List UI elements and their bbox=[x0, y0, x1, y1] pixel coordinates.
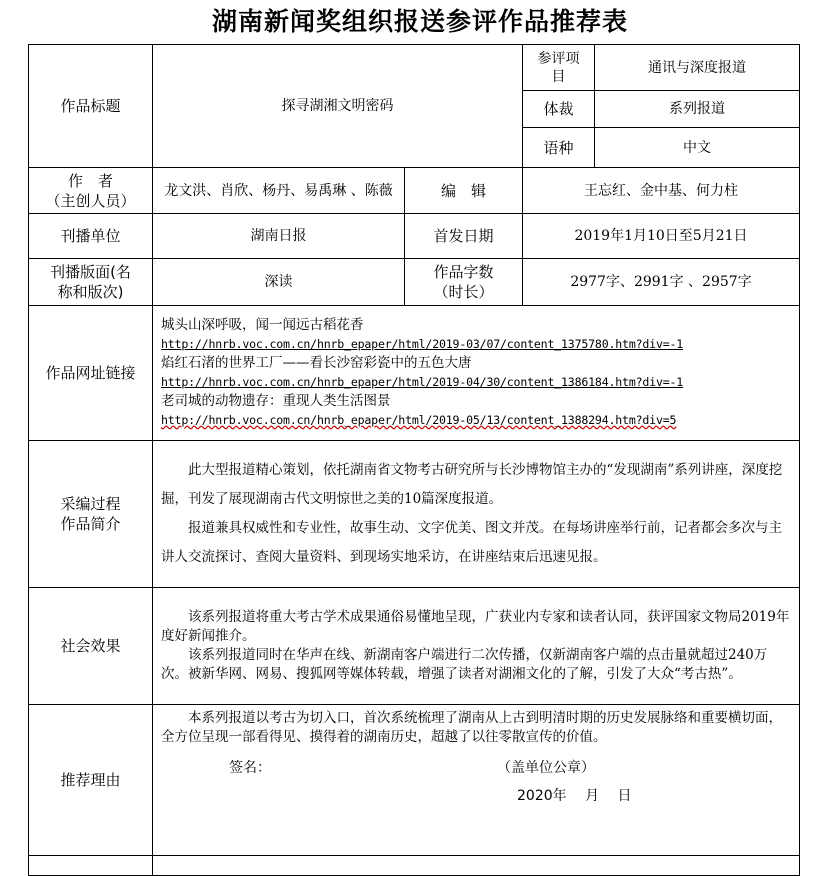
language-label: 语种 bbox=[523, 128, 595, 168]
link-title: 城头山深呼吸，闻一闻远古稻花香 bbox=[161, 317, 364, 333]
effect-label: 社会效果 bbox=[29, 588, 153, 705]
category-value: 通讯与深度报道 bbox=[595, 45, 800, 91]
links-label: 作品网址链接 bbox=[29, 306, 153, 441]
empty-cell bbox=[29, 856, 153, 876]
effect-paragraph: 该系列报道同时在华声在线、新湖南客户端进行二次传播，仅新湖南客户端的点击量就超过240万次。被新华网、网易、搜狐网等媒体转载，增强了读者对湖湘文化的了解，引发了大众“考古热”。 bbox=[161, 647, 768, 682]
link-title: 焰红石渚的世界工厂——看长沙窑彩瓷中的五色大唐 bbox=[161, 355, 472, 371]
editor-label: 编 辑 bbox=[405, 168, 523, 214]
page-label-2: 称和版次) bbox=[57, 283, 124, 301]
empty-cell bbox=[153, 856, 800, 876]
effect-cell bbox=[153, 588, 800, 705]
author-label-1: 作 者 bbox=[67, 171, 113, 190]
publisher-label: 刊播单位 bbox=[29, 214, 153, 259]
author-label-2: （主创人员） bbox=[45, 191, 136, 210]
links-cell bbox=[153, 306, 800, 441]
process-label bbox=[29, 441, 153, 588]
process-label-1: 采编过程 bbox=[60, 495, 121, 513]
page-title: 湖南新闻奖组织报送参评作品推荐表 bbox=[211, 7, 628, 36]
work-title-label: 作品标题 bbox=[29, 45, 153, 168]
first-date-label: 首发日期 bbox=[405, 214, 523, 259]
effect-paragraph: 该系列报道将重大考古学术成果通俗易懂地呈现，广获业内专家和读者认同，获评国家文物局2019年度好新闻推介。 bbox=[161, 609, 790, 644]
page-value: 深读 bbox=[153, 259, 405, 306]
category-label: 参评项目 bbox=[523, 45, 595, 91]
process-cell bbox=[153, 441, 800, 588]
reason-label: 推荐理由 bbox=[29, 705, 153, 856]
language-value: 中文 bbox=[595, 128, 800, 168]
process-paragraph: 此大型报道精心策划，依托湖南省文物考古研究所与长沙博物馆主办的“发现湖南”系列讲座，深度挖掘，刊发了展现湖南古代文明惊世之美的10篇深度报道。 bbox=[161, 462, 783, 507]
process-paragraph: 报道兼具权威性和专业性，故事生动、文字优美、图文并茂。在每场讲座举行前，记者都会多次与主讲人交流探讨、查阅大量资料、到现场实地采访，在讲座结束后迅速见报。 bbox=[161, 520, 782, 565]
work-title-value: 探寻湖湘文明密码 bbox=[153, 45, 523, 168]
editors-value: 王忘红、金中基、何力柱 bbox=[523, 168, 800, 214]
genre-value: 系列报道 bbox=[595, 91, 800, 128]
genre-label: 体裁 bbox=[523, 91, 595, 128]
signature-label: 签名： bbox=[229, 760, 271, 776]
reason-paragraph: 本系列报道以考古为切入口，首次系统梳理了湖南从上古到明清时期的历史发展脉络和重要横切面，全方位呈现一部看得见、摸得着的湖南历史，超越了以往零散宣传的价值。 bbox=[161, 710, 782, 745]
link-url[interactable]: http://hnrb.voc.com.cn/hnrb_epaper/html/2019-03/07/content_1375780.htm?div=-1 bbox=[161, 337, 684, 351]
link-url[interactable]: http://hnrb.voc.com.cn/hnrb_epaper/html/2019-04/30/content_1386184.htm?div=-1 bbox=[161, 375, 684, 389]
seal-label: （盖单位公章） bbox=[497, 760, 595, 776]
publisher-value: 湖南日报 bbox=[153, 214, 405, 259]
author-label bbox=[29, 168, 153, 214]
authors-value: 龙文洪、肖欣、杨丹、易禹琳 、陈薇 bbox=[153, 168, 405, 214]
process-label-2: 作品简介 bbox=[60, 515, 121, 533]
page-label-1: 刊播版面(名 bbox=[50, 263, 131, 281]
page-label bbox=[29, 259, 153, 306]
reason-cell bbox=[153, 705, 800, 856]
recommendation-form bbox=[28, 44, 800, 876]
first-date-value: 2019年1月10日至5月21日 bbox=[523, 214, 800, 259]
wordcount-label-1: 作品字数 bbox=[433, 263, 494, 281]
wordcount-label bbox=[405, 259, 523, 306]
wordcount-value: 2977字、2991字 、2957字 bbox=[523, 259, 800, 306]
link-title: 老司城的动物遗存：重现人类生活图景 bbox=[161, 393, 391, 409]
wordcount-label-2: （时长） bbox=[433, 283, 494, 301]
link-url[interactable]: http://hnrb.voc.com.cn/hnrb_epaper/html/2019-05/13/content_1388294.htm?div=5 bbox=[161, 413, 677, 427]
date-label: 2020年 月 日 bbox=[517, 788, 632, 804]
